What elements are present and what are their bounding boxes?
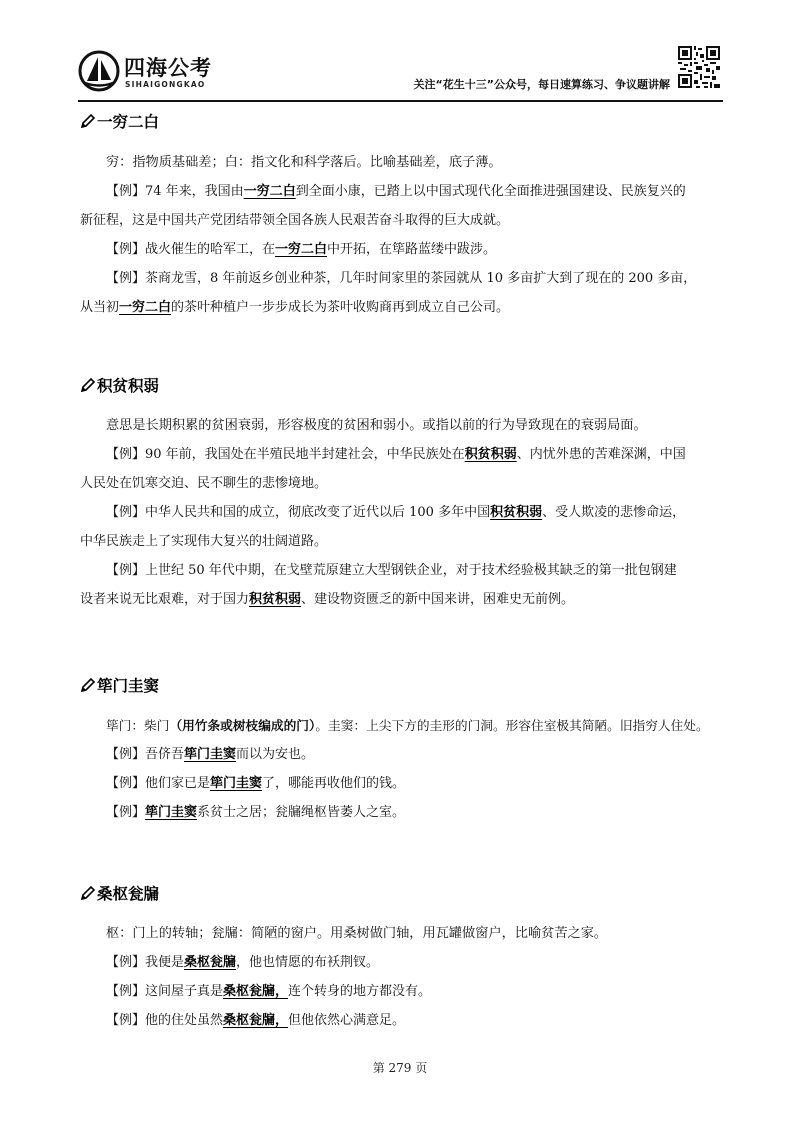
section-title xyxy=(80,674,720,696)
idiom-highlight: 筚门圭窦 xyxy=(210,776,263,791)
example-line xyxy=(80,440,720,469)
example-text: 人民处在饥寒交迫、民不聊生的悲惨境地。 xyxy=(80,476,328,491)
example-text: 、建设物资匮乏的新中国来讲，困难史无前例。 xyxy=(301,592,575,607)
example-text: 、受人欺凌的悲惨命运， xyxy=(542,505,686,520)
definition xyxy=(80,711,720,740)
example-text: 【例】茶商龙雪，8 年前返乡创业种茶，几年时间家里的茶园就从 10 多亩扩大到了现在的 200 多亩， xyxy=(106,271,697,286)
definition-note: （用竹条或树枝编成的门） xyxy=(169,718,316,733)
section-title xyxy=(80,110,720,132)
example-line xyxy=(80,556,720,585)
example-text: 【例】74 年来，我国由 xyxy=(106,184,244,199)
example-text: 新征程，这是中国共产党团结带领全国各族人民艰苦奋斗取得的巨大成就。 xyxy=(80,213,510,228)
example-text: 连个转身的地方都没有。 xyxy=(288,984,432,999)
example-text: 从当初 xyxy=(80,300,120,315)
definition: 意思是长期积累的贫困衰弱，形容极度的贫困和弱小。或指以前的行为导致现在的衰弱局面。 xyxy=(106,418,647,433)
example-text: 【例】这间屋子真是 xyxy=(106,984,224,999)
idiom-highlight: 桑枢瓮牖， xyxy=(223,1013,289,1028)
section-title-text: 积贫积弱 xyxy=(97,377,160,395)
pencil-icon xyxy=(80,677,96,693)
idiom-highlight: 积贫积弱 xyxy=(464,447,517,462)
idiom-section-sangshuwengyou xyxy=(80,882,720,1035)
example-line xyxy=(80,293,720,322)
example-text: 【例】他的住处虽然 xyxy=(106,1013,224,1028)
idiom-highlight: 一穷二白 xyxy=(275,242,328,257)
example-text: 中华民族走上了实现伟大复兴的壮阔道路。 xyxy=(80,534,328,549)
example-text: 、内忧外患的苦难深渊，中国 xyxy=(516,447,686,462)
example-line xyxy=(80,798,720,827)
example-text: 【例】中华人民共和国的成立，彻底改变了近代以后 100 多年中国 xyxy=(106,505,491,520)
example-line xyxy=(80,498,720,527)
section-title-text: 筚门圭窦 xyxy=(97,677,160,695)
definition-text: 筚门：柴门 xyxy=(106,718,170,733)
qr-code-icon xyxy=(678,46,720,88)
example-text: 【例】他们家已是 xyxy=(106,776,211,791)
section-title-text: 桑枢瓮牖 xyxy=(97,885,160,903)
header-slogan: 关注“花生十三”公众号，每日速算练习、争议题讲解 xyxy=(413,78,670,91)
example-text: 到全面小康，已踏上以中国式现代化全面推进强国建设、民族复兴的 xyxy=(295,184,686,199)
example-line xyxy=(80,1006,720,1035)
idiom-highlight: 积贫积弱 xyxy=(249,592,302,607)
page-number: 第 279 页 xyxy=(372,1061,428,1075)
section-title xyxy=(80,882,720,904)
section-title-text: 一穷二白 xyxy=(97,113,160,131)
idiom-highlight: 一穷二白 xyxy=(243,184,296,199)
example-line xyxy=(80,264,720,293)
brand-logo xyxy=(78,50,228,96)
example-text: 【例】我便是 xyxy=(106,955,185,970)
example-text: 【例】 xyxy=(106,805,146,820)
definition: 穷：指物质基础差；白：指文化和科学落后。比喻基础差，底子薄。 xyxy=(106,155,502,170)
idiom-highlight: 筚门圭窦 xyxy=(145,805,198,820)
brand-name: 四海公考 xyxy=(124,56,212,80)
pencil-icon xyxy=(80,885,96,901)
example-text: 中开拓，在筚路蓝缕中跋涉。 xyxy=(327,242,497,257)
example-line xyxy=(80,235,720,264)
example-text: 【例】上世纪 50 年代中期，在戈壁荒原建立大型钢铁企业，对于技术经验极其缺乏的第一批包钢建 xyxy=(106,563,677,578)
example-text: 【例】战火催生的哈军工，在 xyxy=(106,242,276,257)
example-text: 了，哪能再收他们的钱。 xyxy=(262,776,406,791)
example-line xyxy=(80,740,720,769)
definition-text: 。圭窦：上尖下方的圭形的门洞。形容住室极其简陋。旧指穷人住处。 xyxy=(315,718,709,733)
pencil-icon xyxy=(80,377,96,393)
example-text: 【例】吾侪吾 xyxy=(106,747,185,762)
header-divider xyxy=(78,100,723,102)
example-line xyxy=(80,948,720,977)
example-line xyxy=(80,469,720,498)
example-line xyxy=(80,177,720,206)
idiom-section-yiqiongerbai xyxy=(80,110,720,322)
idiom-highlight: 桑枢瓮牖 xyxy=(184,955,237,970)
example-text: 的茶叶种植户一步步成长为茶叶收购商再到成立自己公司。 xyxy=(171,300,510,315)
definition: 枢：门上的转轴；瓮牖：简陋的窗户。用桑树做门轴，用瓦罐做窗户，比喻贫苦之家。 xyxy=(106,926,608,941)
example-text: 【例】90 年前，我国处在半殖民地半封建社会，中华民族处在 xyxy=(106,447,465,462)
example-line xyxy=(80,585,720,614)
example-line xyxy=(80,527,720,556)
idiom-highlight: 筚门圭窦 xyxy=(184,747,237,762)
sailboat-logo-icon xyxy=(78,50,120,92)
example-line xyxy=(80,769,720,798)
idiom-section-bimenguidou xyxy=(80,674,720,827)
idiom-highlight: 积贫积弱 xyxy=(490,505,543,520)
example-line xyxy=(80,977,720,1006)
example-line xyxy=(80,206,720,235)
idiom-highlight: 桑枢瓮牖， xyxy=(223,984,289,999)
page-header xyxy=(0,0,800,104)
section-title xyxy=(80,374,720,396)
brand-name-pinyin: SIHAIGONGKAO xyxy=(125,80,206,89)
example-text: 设者来说无比艰难，对于国力 xyxy=(80,592,250,607)
example-text: 而以为安也。 xyxy=(236,747,315,762)
idiom-section-jipinjiruo xyxy=(80,374,720,614)
example-text: 系贫士之居；瓮牖绳枢皆萎人之室。 xyxy=(197,805,406,820)
example-text: ，他也情愿的布袄荆钗。 xyxy=(236,955,380,970)
idiom-highlight: 一穷二白 xyxy=(119,300,172,315)
example-text: 但他依然心满意足。 xyxy=(288,1013,406,1028)
pencil-icon xyxy=(80,113,96,129)
